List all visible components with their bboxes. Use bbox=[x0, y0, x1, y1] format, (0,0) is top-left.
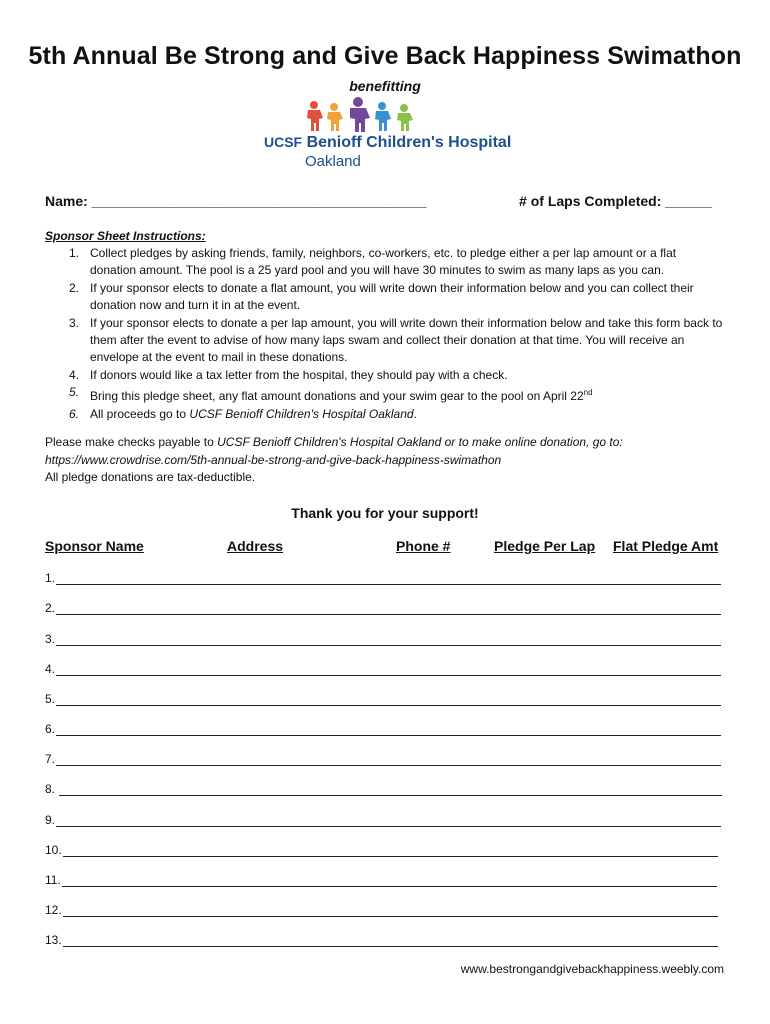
instruction-item: 2. If your sponsor elects to donate a flat amount, you will write down their information below and you can collect their donation now and turn it in at the event. bbox=[69, 280, 694, 313]
pledge-row[interactable]: 12. bbox=[45, 903, 718, 917]
thanks-message: Thank you for your support! bbox=[291, 505, 479, 521]
tax-note: All pledge donations are tax-deductible. bbox=[45, 470, 256, 485]
column-pledge-per-lap: Pledge Per Lap bbox=[494, 538, 596, 554]
person-blue bbox=[375, 102, 391, 131]
pledge-row[interactable]: 1. bbox=[45, 571, 721, 585]
footer-website[interactable]: www.bestrongandgivebackhappiness.weebly.com bbox=[460, 962, 724, 976]
pledge-row[interactable]: 5. bbox=[45, 692, 721, 706]
column-flat-pledge-amt: Flat Pledge Amt bbox=[613, 538, 719, 554]
benefitting-label: benefitting bbox=[349, 78, 421, 94]
page-title: 5th Annual Be Strong and Give Back Happiness Swimathon bbox=[28, 42, 742, 70]
pledge-row[interactable]: 9. bbox=[45, 813, 721, 827]
payment-info: Please make checks payable to UCSF Benioff Children's Hospital Oakland or to make online donation, go to: https://www.crowdrise.com/5th-annual-be-strong-and-give-back-happiness-swimathon All pledge donations are tax-deductible. bbox=[45, 434, 735, 487]
pledge-row[interactable]: 8. bbox=[45, 782, 722, 796]
hospital-logo-name bbox=[264, 134, 524, 152]
instruction-item: 5. Bring this pledge sheet, any flat amount donations and your swim gear to the pool on April 22nd bbox=[69, 385, 593, 404]
pledge-row[interactable]: 4. bbox=[45, 662, 721, 676]
instruction-item: 6. All proceeds go to UCSF Benioff Children's Hospital Oakland. bbox=[69, 406, 417, 421]
ucsf-wordmark: UCSF bbox=[264, 134, 303, 150]
person-orange bbox=[327, 103, 343, 131]
instruction-item: 3. If your sponsor elects to donate a per lap amount, you will write down their information below and take this form back to them after the event to advise of how many laps swam and collect their donation at that time. You will receive an envelope at the event to mail in these donations. bbox=[69, 315, 723, 365]
donation-url[interactable]: https://www.crowdrise.com/5th-annual-be-strong-and-give-back-happiness-swimathon bbox=[45, 452, 502, 467]
hospital-name: Benioff Children's Hospital bbox=[302, 134, 512, 151]
pledge-row[interactable]: 3. bbox=[45, 632, 721, 646]
instructions-heading: Sponsor Sheet Instructions: bbox=[45, 229, 206, 243]
pledge-row[interactable]: 13. bbox=[45, 933, 718, 947]
instructions-list bbox=[45, 245, 725, 423]
paper-people-logo bbox=[300, 96, 420, 132]
name-field[interactable]: Name: ___________________________________________ bbox=[45, 193, 427, 209]
pledge-row[interactable]: 7. bbox=[45, 752, 721, 766]
pledge-row[interactable]: 2. bbox=[45, 601, 721, 615]
hospital-city: Oakland bbox=[305, 153, 361, 170]
instruction-item: 1. Collect pledges by asking friends, family, neighbors, co-workers, etc. to pledge either a per lap amount or a flat donation amount. The pool is a 25 yard pool and you will have 30 minutes to swim as many laps as you can. bbox=[69, 246, 677, 278]
laps-completed-field[interactable]: # of Laps Completed: ______ bbox=[519, 193, 712, 209]
column-address: Address bbox=[227, 538, 284, 554]
instruction-item: 4. If donors would like a tax letter from the hospital, they should pay with a check. bbox=[69, 367, 508, 382]
column-phone: Phone # bbox=[396, 538, 451, 554]
pledge-row[interactable]: 6. bbox=[45, 722, 721, 736]
pledge-row[interactable]: 11. bbox=[45, 873, 717, 887]
person-green bbox=[397, 104, 413, 131]
person-red bbox=[307, 101, 323, 131]
column-sponsor-name: Sponsor Name bbox=[45, 538, 144, 554]
person-purple bbox=[350, 97, 370, 132]
pledge-row[interactable]: 10. bbox=[45, 843, 718, 857]
